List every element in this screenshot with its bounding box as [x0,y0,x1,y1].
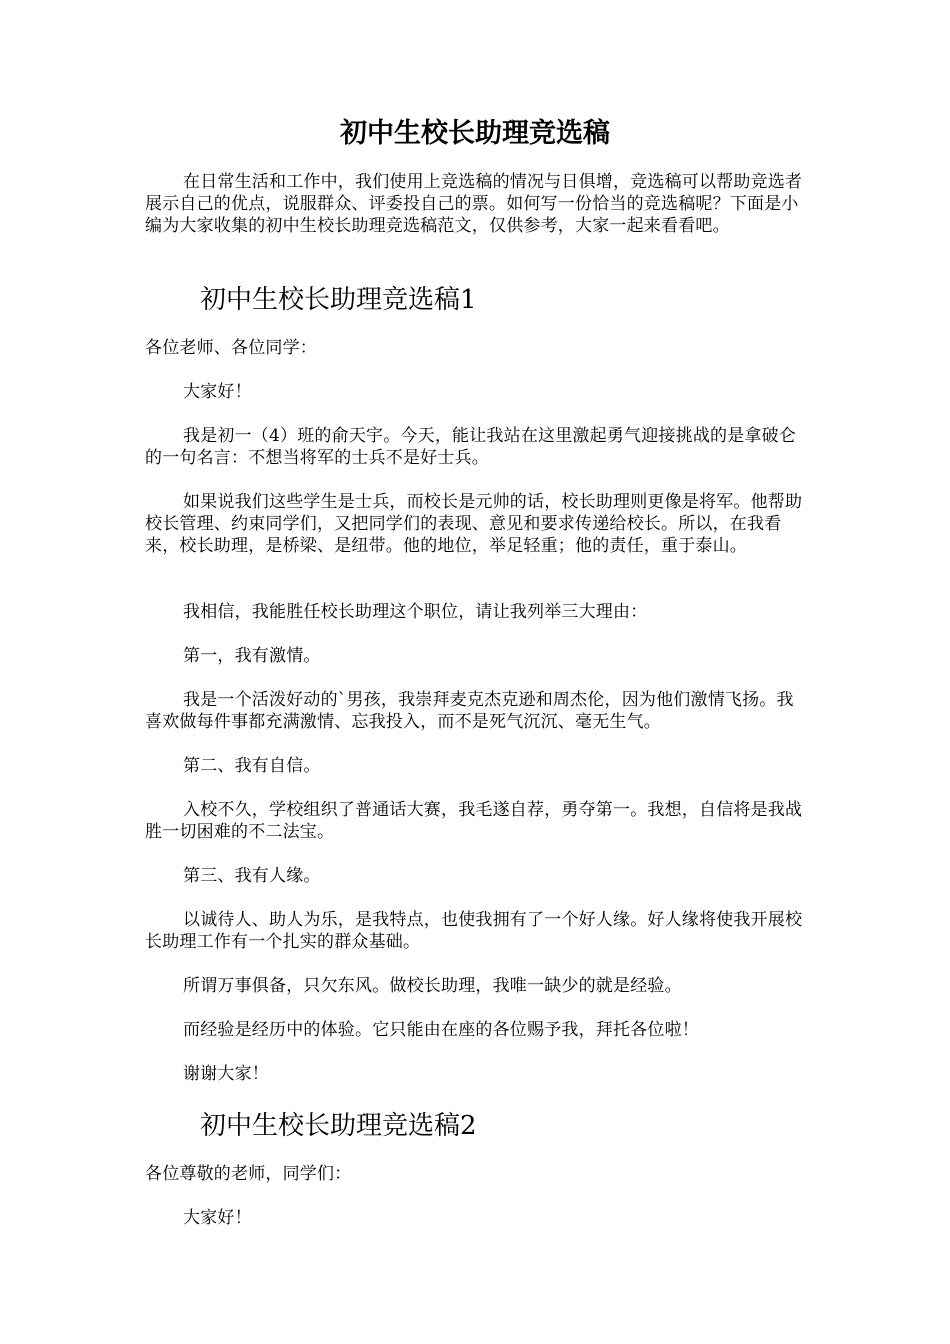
section-2-heading: 初中生校长助理竞选稿2 [200,1111,477,1141]
paragraph: 以诚待人、助人为乐，是我特点，也使我拥有了一个好人缘。好人缘将使我开展校长助理工作有一个扎实的群众基础。 [145,910,803,952]
paragraph: 如果说我们这些学生是士兵，而校长是元帅的话，校长助理则更像是将军。他帮助校长管理、约束同学们，又把同学们的表现、意见和要求传递给校长。所以，在我看来，校长助理，是桥梁、是纽带。他的地位，举足轻重；他的责任，重于泰山。 [145,492,803,556]
document-title: 初中生校长助理竞选稿 [340,118,610,149]
salutation: 各位尊敬的老师，同学们： [145,1164,352,1184]
paragraph: 我相信，我能胜任校长助理这个职位，请让我列举三大理由： [183,602,648,622]
point-heading: 第二、我有自信。 [183,756,321,776]
closing: 谢谢大家！ [183,1064,269,1084]
paragraph: 我是一个活泼好动的`男孩，我崇拜麦克杰克逊和周杰伦，因为他们激情飞扬。我喜欢做每件事都充满激情、忘我投入，而不是死气沉沉、毫无生气。 [145,690,794,732]
paragraph: 所谓万事俱备，只欠东风。做校长助理，我唯一缺少的就是经验。 [183,976,682,996]
point-heading: 第一，我有激情。 [183,646,321,666]
point-heading: 第三、我有人缘。 [183,866,321,886]
paragraph: 我是初一（4）班的俞天宇。今天，能让我站在这里激起勇气迎接挑战的是拿破仑的一句名言：不想当将军的士兵不是好士兵。 [145,426,797,468]
greeting: 大家好！ [183,1208,252,1228]
greeting: 大家好！ [183,382,252,402]
intro-paragraph: 在日常生活和工作中，我们使用上竞选稿的情况与日俱增，竞选稿可以帮助竞选者展示自己的优点，说服群众、评委投自己的票。如何写一份恰当的竞选稿呢？下面是小编为大家收集的初中生校长助理竞选稿范文，仅供参考，大家一起来看看吧。 [145,172,803,236]
paragraph: 入校不久，学校组织了普通话大赛，我毛遂自荐，勇夺第一。我想，自信将是我战胜一切困难的不二法宝。 [145,800,803,842]
paragraph: 而经验是经历中的体验。它只能由在座的各位赐予我，拜托各位啦！ [183,1020,699,1040]
salutation: 各位老师、各位同学： [145,338,317,358]
section-1-heading: 初中生校长助理竞选稿1 [200,285,477,315]
